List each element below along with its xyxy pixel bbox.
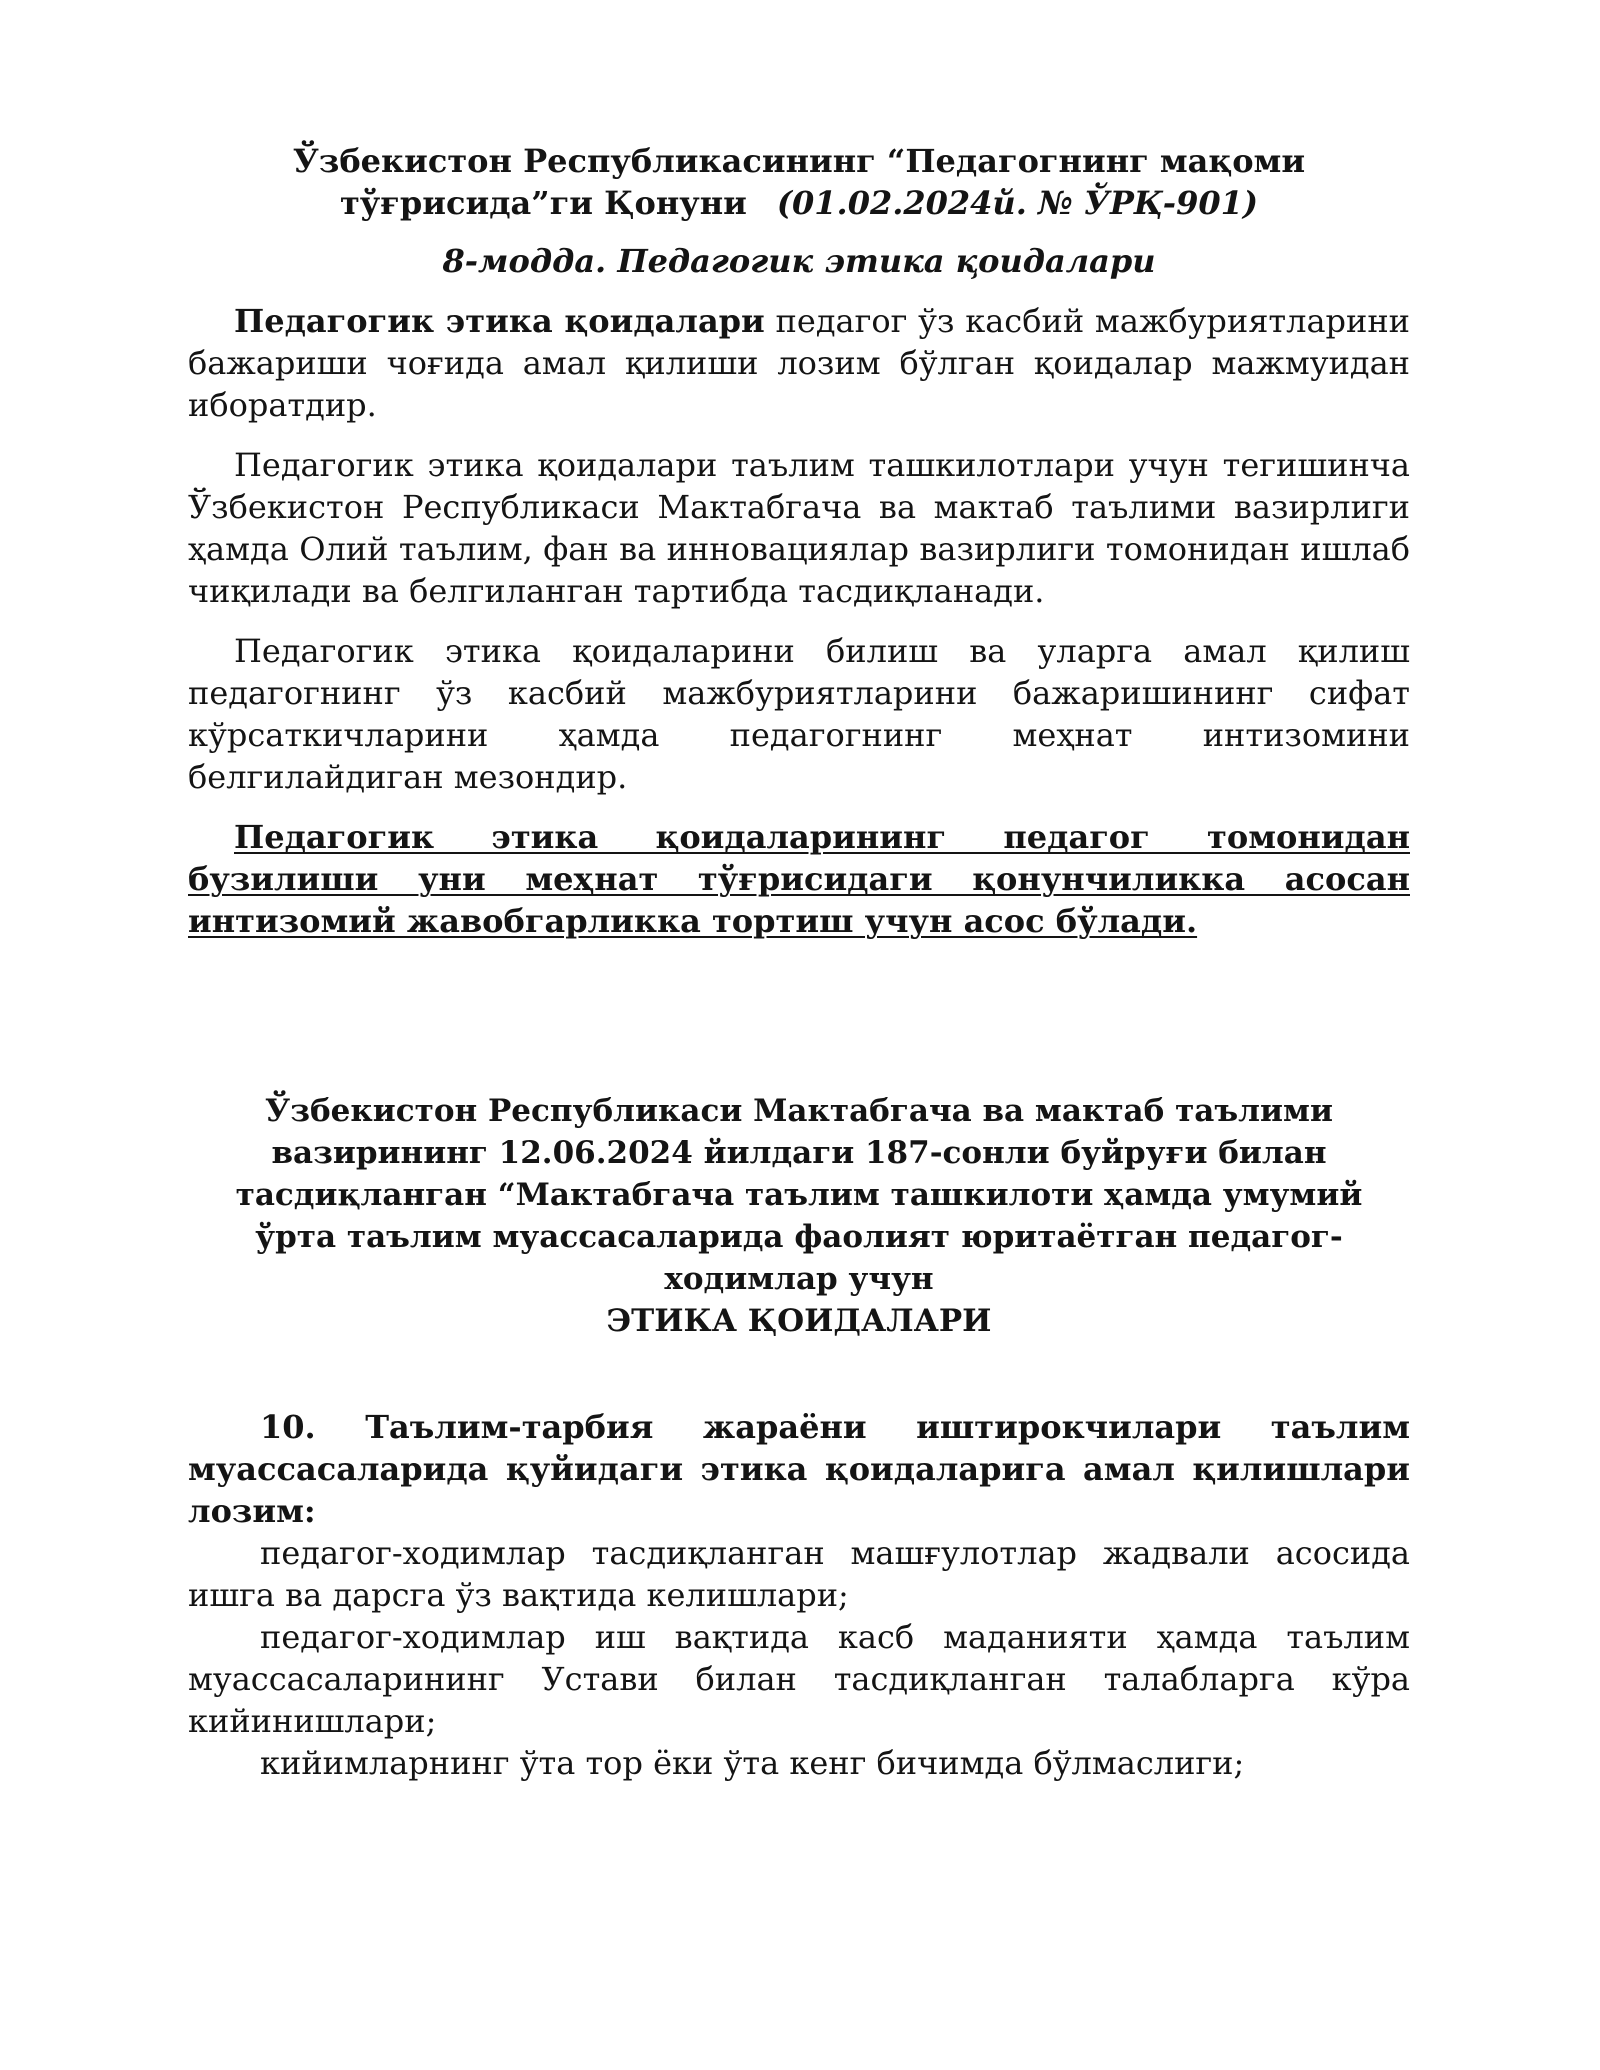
paragraph-definition-text: педагог ўз касбий мажбуриятларини бажариши чоғида амал қилиши лозим бўлган қоидалар мажмуидан иборатдир.	[188, 302, 1410, 424]
paragraph-approval: Педагогик этика қоидалари таълим ташкилотлари учун тегишинча Ўзбекистон Республикаси Мактабгача ва мактаб таълими вазирлиги ҳамда Олий таълим, фан ва инновациялар вазирлиги томонидан ишлаб чиқилади ва белгиланган тартибда тасдиқланади.	[188, 446, 1410, 610]
order-title-line-5: ходимлар учун	[664, 1261, 934, 1297]
law-reference: (01.02.2024й. № ЎРҚ-901)	[776, 184, 1259, 222]
order-title-line-3: тасдиқланган “Мактабгача таълим ташкилоти ҳамда умумий	[235, 1177, 1363, 1213]
order-title-line-4: ўрта таълим муассасаларида фаолият юритаётган педагог-	[255, 1219, 1343, 1255]
law-title-line-2	[188, 182, 1410, 224]
order-title-line-6: ЭТИКА ҚОИДАЛАРИ	[606, 1303, 992, 1339]
paragraph-liability: Педагогик этика қоидаларининг педагог томонидан бузилиши уни меҳнат тўғрисидаги қонунчиликка асосан интизомий жавобгарликка тортиш учун асос бўлади.	[188, 818, 1410, 940]
list-item: педагог-ходимлар иш вақтида касб маданияти ҳамда таълим муассасаларининг Устави билан тасдиқланган талабларга кўра кийинишлари;	[188, 1618, 1410, 1740]
law-title-name: тўғрисида”ги Қонуни	[339, 184, 747, 222]
order-title	[188, 1090, 1410, 1342]
order-title-line-1: Ўзбекистон Республикаси Мактабгача ва мактаб таълими	[265, 1093, 1333, 1129]
list-item: кийимларнинг ўта тор ёки ўта кенг бичимда бўлмаслиги;	[260, 1744, 1245, 1782]
section-10-intro: 10. Таълим-тарбия жараёни иштирокчилари таълим муассасаларида қуйидаги этика қоидаларига амал қилишлари лозим:	[188, 1408, 1410, 1530]
paragraph-definition	[188, 300, 1410, 426]
order-title-line-2: вазирининг 12.06.2024 йилдаги 187-сонли буйруғи билан	[271, 1135, 1327, 1171]
paragraph-definition-term: Педагогик этика қоидалари	[234, 302, 765, 340]
law-title-line-1: Ўзбекистон Республикасининг “Педагогнинг мақоми	[292, 142, 1306, 180]
paragraph-criteria: Педагогик этика қоидаларини билиш ва уларга амал қилиш педагогнинг ўз касбий мажбуриятларини бажаришининг сифат кўрсаткичларини ҳамда педагогнинг меҳнат интизомини белгилайдиган мезондир.	[188, 632, 1410, 796]
article-heading: 8-модда. Педагогик этика қоидалари	[442, 242, 1156, 280]
document-page	[188, 140, 1410, 1784]
law-title	[188, 140, 1410, 224]
list-item: педагог-ходимлар тасдиқланган машғулотлар жадвали асосида ишга ва дарсга ўз вақтида келишлари;	[188, 1534, 1410, 1614]
